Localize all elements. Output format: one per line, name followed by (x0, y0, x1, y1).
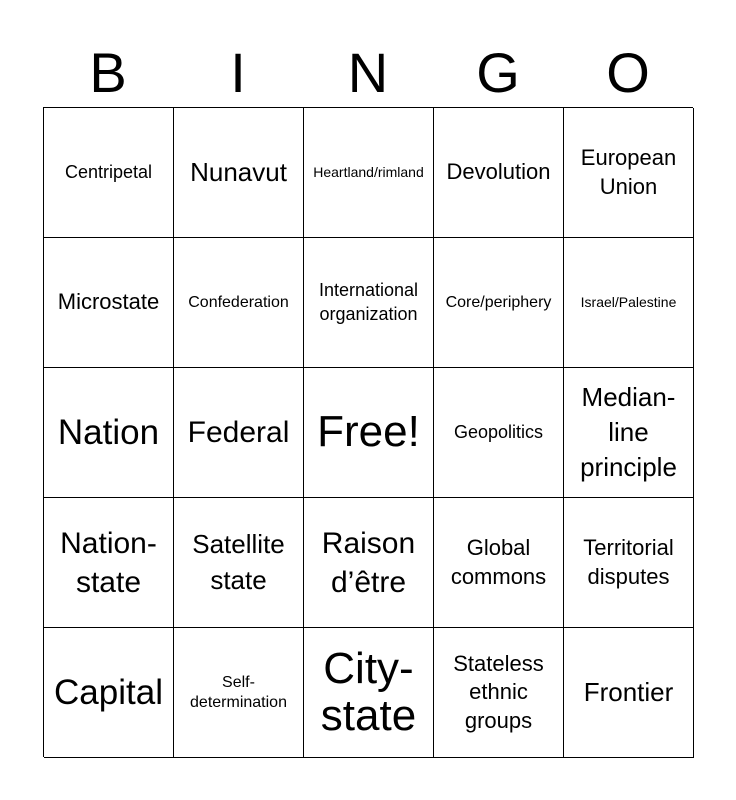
bingo-cell[interactable]: Raison d’être (304, 498, 434, 628)
bingo-cell[interactable]: Capital (44, 628, 174, 758)
bingo-cell[interactable]: Nation (44, 368, 174, 498)
bingo-cell[interactable]: Israel/Palestine (564, 238, 694, 368)
free-space[interactable]: Free! (304, 368, 434, 498)
header-letter-g: G (476, 41, 520, 104)
header-letter-n: N (347, 41, 389, 104)
bingo-cell[interactable]: Nation-state (44, 498, 174, 628)
bingo-cell[interactable]: Territorial disputes (564, 498, 694, 628)
bingo-cell[interactable]: Core/periphery (434, 238, 564, 368)
bingo-cell[interactable]: European Union (564, 108, 694, 238)
bingo-cell[interactable]: Microstate (44, 238, 174, 368)
bingo-cell[interactable]: Nunavut (174, 108, 304, 238)
header-letter-o: O (606, 41, 650, 104)
bingo-cell[interactable]: Median-line principle (564, 368, 694, 498)
bingo-cell[interactable]: International organization (304, 238, 434, 368)
bingo-cell[interactable]: Global commons (434, 498, 564, 628)
bingo-board (43, 107, 693, 757)
header-letter-b: B (89, 41, 127, 104)
bingo-cell[interactable]: Frontier (564, 628, 694, 758)
bingo-cell[interactable]: Self-determination (174, 628, 304, 758)
bingo-cell[interactable]: Heartland/rimland (304, 108, 434, 238)
bingo-header (43, 38, 693, 108)
bingo-cell[interactable]: Federal (174, 368, 304, 498)
bingo-cell[interactable]: Satellite state (174, 498, 304, 628)
bingo-cell[interactable]: Stateless ethnic groups (434, 628, 564, 758)
bingo-cell[interactable]: City-state (304, 628, 434, 758)
header-letter-i: I (230, 41, 246, 104)
bingo-cell[interactable]: Centripetal (44, 108, 174, 238)
bingo-cell[interactable]: Devolution (434, 108, 564, 238)
bingo-cell[interactable]: Geopolitics (434, 368, 564, 498)
bingo-cell[interactable]: Confederation (174, 238, 304, 368)
